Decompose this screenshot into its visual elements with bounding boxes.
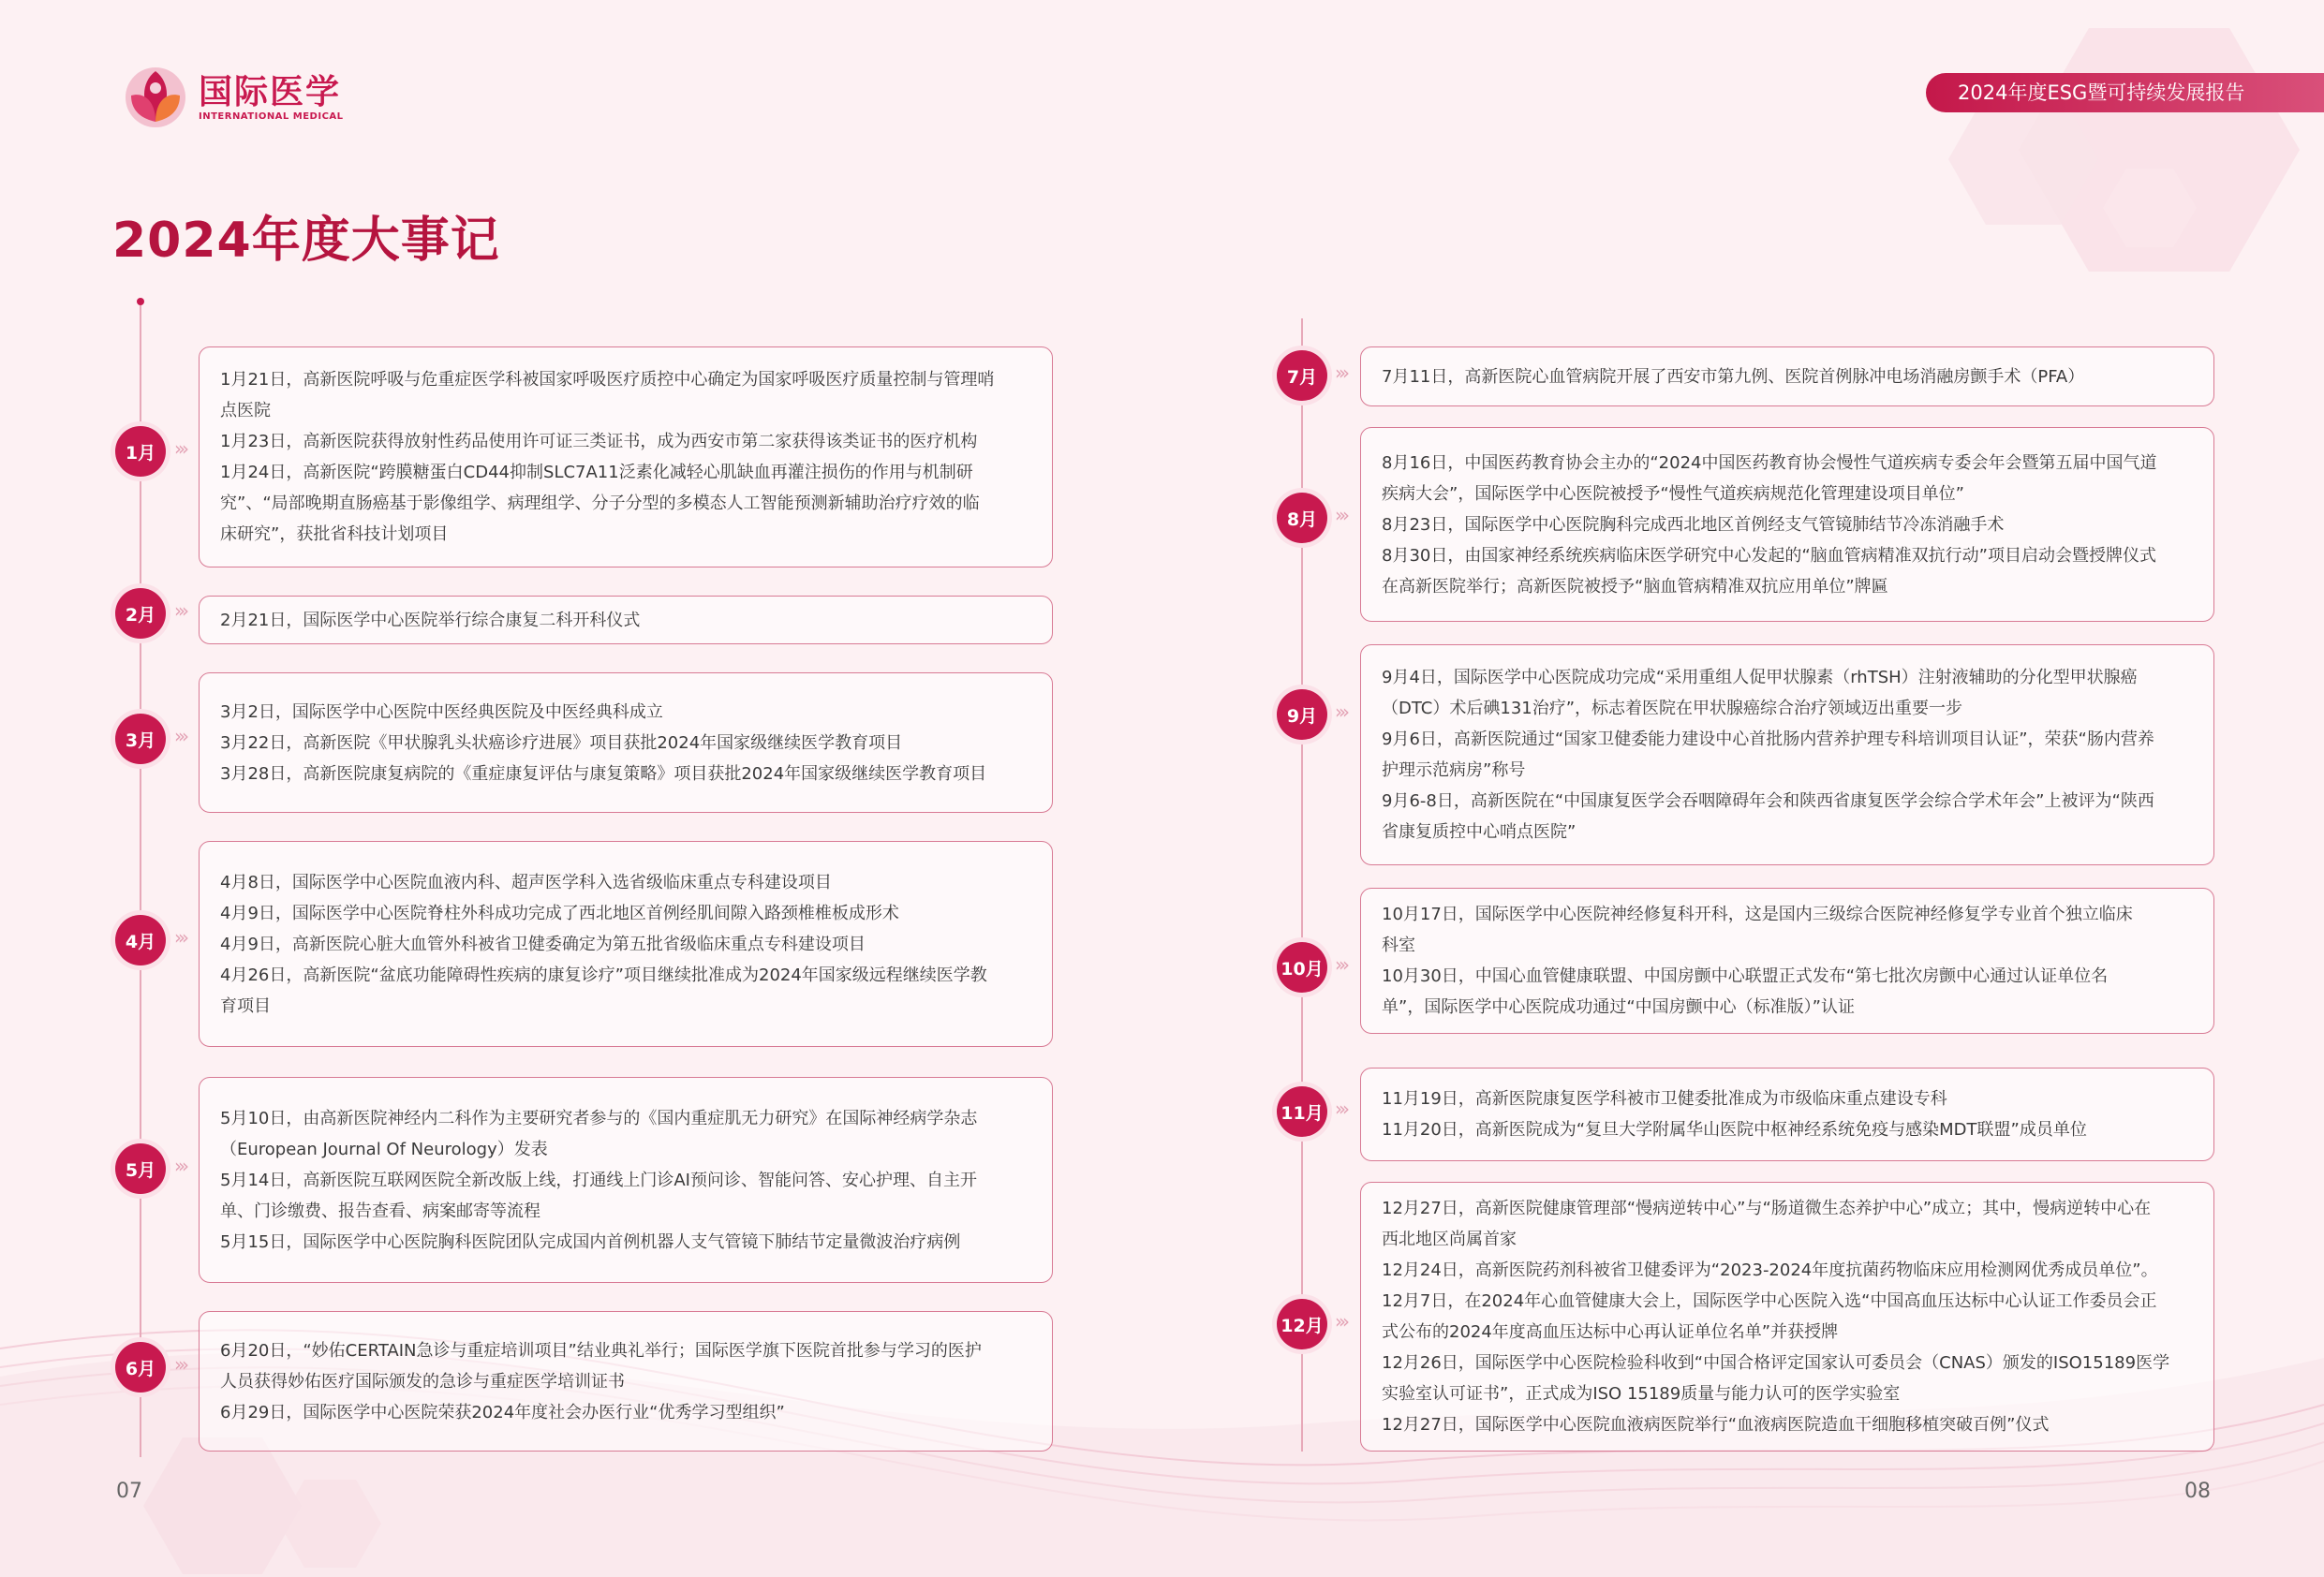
event-text: 12月27日，高新医院健康管理部“慢病逆转中心”与“肠道微生态养护中心”成立；其中，慢病逆转中心在 <box>1382 1199 2152 1218</box>
month-marker-may: 5月 <box>115 1143 166 1194</box>
event-text: 8月23日，国际医学中心医院胸科完成西北地区首例经支气管镜肺结节冷冻消融手术 <box>1382 514 2005 535</box>
arrow-icon: ››› <box>1335 700 1346 723</box>
timeline-axis-right <box>1301 318 1303 1452</box>
report-title-tag: 2024年度ESG暨可持续发展报告 <box>1926 73 2324 112</box>
event-box-may <box>199 1077 1053 1283</box>
event-text: 10月30日，中国心血管健康联盟、中国房颤中心联盟正式发布“第七批次房颤中心通过认证单位名 <box>1382 966 2109 986</box>
arrow-icon: ››› <box>1335 1310 1346 1333</box>
event-text: 6月20日，“妙佑CERTAIN急诊与重症培训项目”结业典礼举行；国际医学旗下医院首批参与学习的医护 <box>220 1340 982 1361</box>
event-text: 在高新医院举行；高新医院被授予“脑血管病精准双抗应用单位”牌匾 <box>1382 576 1888 597</box>
axis-start-dot <box>137 298 144 305</box>
page-title: 2024年度大事记 <box>112 213 500 269</box>
event-text: 3月28日，高新医院康复病院的《重症康复评估与康复策略》项目获批2024年国家级继续医学教育项目 <box>220 763 987 784</box>
event-text: 3月22日，高新医院《甲状腺乳头状癌诊疗进展》项目获批2024年国家级继续医学教育项目 <box>220 732 903 753</box>
event-text: 1月23日，高新医院获得放射性药品使用许可证三类证书，成为西安市第二家获得该类证书的医疗机构 <box>220 432 978 451</box>
event-text: 省康复质控中心哨点医院” <box>1382 822 1576 842</box>
page-number-left: 07 <box>116 1480 142 1503</box>
event-text: 单”，国际医学中心医院成功通过“中国房颤中心（标准版）”认证 <box>1382 997 1855 1017</box>
event-text: 3月2日，国际医学中心医院中医经典医院及中医经典科成立 <box>220 701 663 722</box>
month-marker-jul: 7月 <box>1277 350 1327 401</box>
arrow-icon: ››› <box>1335 1098 1346 1120</box>
month-marker-aug: 8月 <box>1277 493 1327 543</box>
month-marker-mar: 3月 <box>115 714 166 764</box>
event-text: （DTC）术后碘131治疗”，标志着医院在甲状腺癌综合治疗领域迈出重要一步 <box>1382 699 1963 718</box>
event-text: 1月24日，高新医院“跨膜糖蛋白CD44抑制SLC7A11泛素化减轻心肌缺血再灌注损伤的作用与机制研 <box>220 463 973 482</box>
event-text: 点医院 <box>220 401 271 420</box>
month-marker-feb: 2月 <box>115 588 166 639</box>
event-text: 10月17日，国际医学中心医院神经修复科开科，这是国内三级综合医院神经修复学专业首个独立临床 <box>1382 905 2133 924</box>
event-box-dec <box>1360 1182 2214 1452</box>
event-text: 床研究”，获批省科技计划项目 <box>220 524 449 544</box>
event-text: 9月6-8日，高新医院在“中国康复医学会吞咽障碍年会和陕西省康复医学会综合学术年会”上被评为“陕西 <box>1382 791 2154 811</box>
event-text: 1月21日，高新医院呼吸与危重症医学科被国家呼吸医疗质控中心确定为国家呼吸医疗质量控制与管理哨 <box>220 370 995 390</box>
month-marker-jun: 6月 <box>115 1342 166 1393</box>
event-text: 单、门诊缴费、报告查看、病案邮寄等流程 <box>220 1201 540 1221</box>
event-text: 11月20日，高新医院成为“复旦大学附属华山医院中枢神经系统免疫与感染MDT联盟”成员单位 <box>1382 1120 2087 1140</box>
event-text: （European Journal Of Neurology）发表 <box>220 1139 548 1159</box>
arrow-icon: ››› <box>174 1155 185 1177</box>
event-text: 育项目 <box>220 995 271 1016</box>
event-text: 护理示范病房”称号 <box>1382 760 1526 780</box>
event-text: 4月9日，高新医院心脏大血管外科被省卫健委确定为第五批省级临床重点专科建设项目 <box>220 934 866 954</box>
event-text: 8月16日，中国医药教育协会主办的“2024中国医药教育协会慢性气道疾病专委会年会暨第五届中国气道 <box>1382 452 2157 473</box>
event-text: 疾病大会”，国际医学中心医院被授予“慢性气道疾病规范化管理建设项目单位” <box>1382 483 1964 504</box>
event-text: 12月24日，高新医院药剂科被省卫健委评为“2023-2024年度抗菌药物临床应用检测网优秀成员单位”。 <box>1382 1260 2158 1280</box>
month-marker-oct: 10月 <box>1277 942 1327 993</box>
arrow-icon: ››› <box>174 599 185 622</box>
page-number-right: 08 <box>2184 1480 2211 1503</box>
month-marker-apr: 4月 <box>115 915 166 965</box>
event-text: 7月11日，高新医院心血管病院开展了西安市第九例、医院首例脉冲电场消融房颤手术（PFA） <box>1382 366 2085 387</box>
arrow-icon: ››› <box>1335 953 1346 976</box>
event-text: 5月15日，国际医学中心医院胸科医院团队完成国内首例机器人支气管镜下肺结节定量微波治疗病例 <box>220 1231 961 1252</box>
company-logo <box>122 64 344 131</box>
event-text: 西北地区尚属首家 <box>1382 1230 1517 1249</box>
event-box-jun <box>199 1311 1053 1452</box>
logo-name-cn: 国际医学 <box>199 72 342 111</box>
event-text: 5月10日，由高新医院神经内二科作为主要研究者参与的《国内重症肌无力研究》在国际神经病学杂志 <box>220 1108 978 1128</box>
event-text: 科室 <box>1382 936 1415 955</box>
event-text: 4月8日，国际医学中心医院血液内科、超声医学科入选省级临床重点专科建设项目 <box>220 872 832 892</box>
event-text: 2月21日，国际医学中心医院举行综合康复二科开科仪式 <box>220 610 641 630</box>
event-text: 4月26日，高新医院“盆底功能障碍性疾病的康复诊疗”项目继续批准成为2024年国家级远程继续医学教 <box>220 965 987 985</box>
event-text: 人员获得妙佑医疗国际颁发的急诊与重症医学培训证书 <box>220 1371 625 1392</box>
arrow-icon: ››› <box>174 437 185 460</box>
arrow-icon: ››› <box>1335 361 1346 384</box>
event-text: 式公布的2024年度高血压达标中心再认证单位名单”并获授牌 <box>1382 1322 1839 1342</box>
event-box-feb <box>199 596 1053 644</box>
event-text: 9月4日，国际医学中心医院成功完成“采用重组人促甲状腺素（rhTSH）注射液辅助的分化型甲状腺癌 <box>1382 668 2138 687</box>
arrow-icon: ››› <box>1335 504 1346 526</box>
event-box-jul <box>1360 346 2214 406</box>
event-text: 12月7日，在2024年心血管健康大会上，国际医学中心医院入选“中国高血压达标中心认证工作委员会正 <box>1382 1291 2157 1311</box>
event-text: 5月14日，高新医院互联网医院全新改版上线，打通线上门诊AI预问诊、智能问答、安心护理、自主开 <box>220 1170 977 1190</box>
timeline-axis-left <box>140 305 141 1457</box>
month-marker-jan: 1月 <box>115 426 166 477</box>
event-box-nov <box>1360 1068 2214 1161</box>
event-box-jan <box>199 346 1053 567</box>
event-box-apr <box>199 841 1053 1047</box>
event-box-mar <box>199 672 1053 813</box>
event-text: 12月26日，国际医学中心医院检验科收到“中国合格评定国家认可委员会（CNAS）颁发的ISO15189医学 <box>1382 1353 2170 1373</box>
event-text: 9月6日，高新医院通过“国家卫健委能力建设中心首批肠内营养护理专科培训项目认证”，荣获“肠内营养 <box>1382 730 2154 749</box>
event-text: 8月30日，由国家神经系统疾病临床医学研究中心发起的“脑血管病精准双抗行动”项目启动会暨授牌仪式 <box>1382 545 2157 566</box>
event-text: 6月29日，国际医学中心医院荣获2024年度社会办医行业“优秀学习型组织” <box>220 1402 785 1422</box>
month-marker-sep: 9月 <box>1277 689 1327 740</box>
event-text: 究”、“局部晚期直肠癌基于影像组学、病理组学、分子分型的多模态人工智能预测新辅助治疗疗效的临 <box>220 494 980 513</box>
arrow-icon: ››› <box>174 725 185 747</box>
event-box-aug <box>1360 427 2214 622</box>
event-text: 4月9日，国际医学中心医院脊柱外科成功完成了西北地区首例经肌间隙入路颈椎椎板成形术 <box>220 903 899 923</box>
logo-flower-icon <box>122 64 189 131</box>
logo-name-en: INTERNATIONAL MEDICAL <box>199 111 344 122</box>
event-text: 12月27日，国际医学中心医院血液病医院举行“血液病医院造血干细胞移植突破百例”仪式 <box>1382 1415 2050 1435</box>
event-text: 实验室认可证书”，正式成为ISO 15189质量与能力认可的医学实验室 <box>1382 1384 1901 1404</box>
month-marker-dec: 12月 <box>1277 1299 1327 1349</box>
arrow-icon: ››› <box>174 926 185 949</box>
event-text: 11月19日，高新医院康复医学科被市卫健委批准成为市级临床重点建设专科 <box>1382 1089 1947 1109</box>
event-box-sep <box>1360 644 2214 865</box>
arrow-icon: ››› <box>174 1353 185 1376</box>
event-box-oct <box>1360 888 2214 1034</box>
month-marker-nov: 11月 <box>1277 1086 1327 1137</box>
